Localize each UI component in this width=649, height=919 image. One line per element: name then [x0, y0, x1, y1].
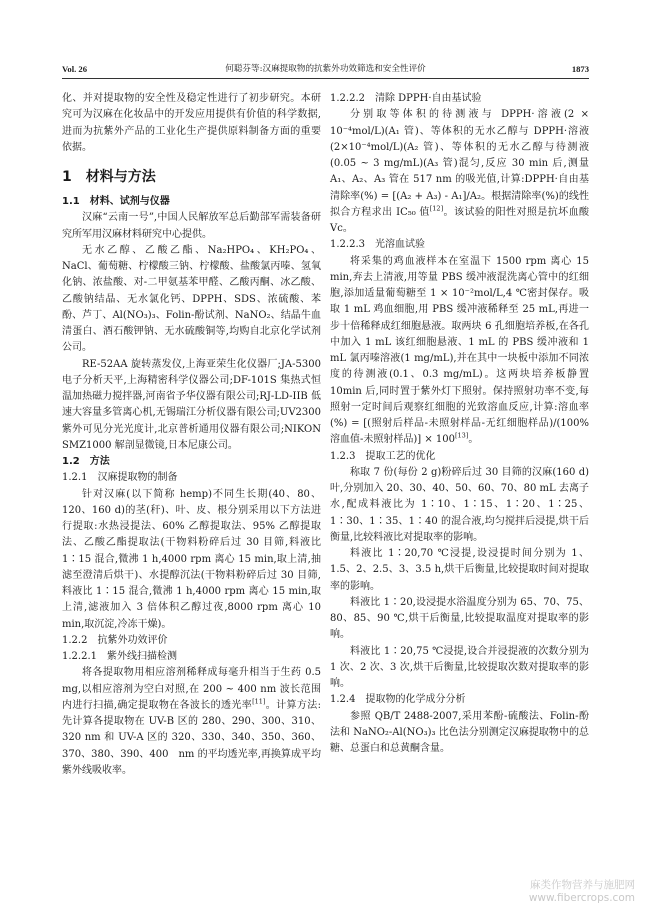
- optimization-paragraph-3: 料液比 1∶20,设浸提水浴温度分别为 65、70、75、80、85、90 ℃,烘干后衡量,比较提取温度对提取率的影响。: [330, 596, 589, 641]
- instruments-paragraph: RE-52AA 旋转蒸发仪,上海亚荣生化仪器厂;JA-5300 电子分析天平,上海精密科学仪器公司;DF-101S 集热式恒温加热磁力搅拌器,河南省予华仪器有限公司;RJ-LD-IIB 低速大容量多管离心机,无锡瑞江分析仪器有限公司;UV2300 紫外可见分光光度计,北京普析通用仪器有限公司;NIKON SMZ1000 解剖显微镜,日本尼康公司。: [62, 358, 321, 451]
- header-rule: [62, 78, 589, 79]
- preparation-paragraph: 针对汉麻(以下简称 hemp)不同生长期(40、80、120、160 d)的茎(秆)、叶、皮、根分别采用以下方法进行提取:水热浸提法、60% 乙醇提取法、95% 乙醇提取法、乙酸乙酯提取法(干物料粉碎后过 30 目筛,料液比 1∶15 混合,微沸 1 h,4000 rpm 离心 15 min,取上清,抽滤至澄清后烘干)、水提醇沉法(干物料粉碎后过 30 目筛,料液比 1∶15 混合,微沸 1 h,4000 rpm 离心 15 min,取上清,滤液加入 3 倍体积乙醇过夜,8000 rpm 离心 10 min,取沉淀,冷冻干燥)。: [62, 488, 321, 630]
- section-1-2-2-title: 1.2.2 抗紫外功效评价: [62, 634, 168, 646]
- section-1-2-2-1-title: 1.2.2.1 紫外线扫描检测: [62, 651, 177, 662]
- reagents-paragraph: 无水乙醇、乙酸乙酯、Na₂HPO₄、KH₂PO₄、NaCl、葡萄糖、柠檬酸三钠、柠檬酸、盐酸氯丙嗪、氢氧化钠、浓盐酸、对-二甲氨基苯甲醛、乙酸丙酮、冰乙酸、乙酸钠结晶、无水氯化钙、DPPH、SDS、浓硫酸、苯酚、芦丁、Al(NO₃)₃、Folin-酚试剂、NaNO₂、结晶牛血清蛋白、酒石酸钾钠、无水硫酸铜等,均购自北京化学试剂公司。: [62, 244, 321, 354]
- citation-12: [12]: [429, 204, 444, 213]
- citation-11: [11]: [252, 697, 266, 706]
- right-column: [330, 91, 589, 757]
- chemical-analysis-paragraph: 参照 QB/T 2488-2007,采用苯酚-硫酸法、Folin-酚法和 NaNO₂-Al(NO₃)₃ 比色法分别测定汉麻提取物中的总糖、总蛋白和总黄酮含量。: [330, 710, 589, 754]
- section-1-2-1-title: 1.2.1 汉麻提取物的制备: [62, 472, 178, 484]
- section-1-title: 1 材料与方法: [62, 169, 156, 185]
- photohemolysis-paragraph: 将采集的鸡血液样本在室温下 1500 rpm 离心 15 min,弃去上清液,用等量 PBS 缓冲液混洗离心管中的红细胞,添加适量葡萄糖至 1 × 10⁻²mol/L,4 ℃密封保存。吸取 1 mL 鸡血细胞,用 PBS 缓冲液稀释至 25 mL,再进一步十倍稀释成红细胞悬液。取两块 6 孔细胞培养板,在各孔中加入 1 mL 该红细胞悬液、1 mL 的 PBS 缓冲液和 1 mL 氯丙嗪溶液(1 mg/mL),并在其中一块板中添加不同浓度的待测液(0.1、0.3 mg/mL)。这两块培养板静置 10min 后,同时置于紫外灯下照射。保持照射功率不变,每照射一定时间后观察红细胞的光致溶血反应,计算:溶血率(%) = [(照射后样品-未照射样品-无红细胞样品)/(100% 溶血值-未照射样品)] × 100[13]。: [330, 255, 589, 446]
- citation-13: [13]: [455, 431, 469, 440]
- material-paragraph: 汉麻“云南一号”,中国人民解放军总后勤部军需装备研究所军用汉麻材料研究中心提供。: [62, 212, 321, 240]
- section-1-2-3-title: 1.2.3 提取工艺的优化: [330, 450, 436, 462]
- watermark: [485, 879, 635, 905]
- uv-scan-paragraph: 将各提取物用相应溶剂稀释成每毫升相当于生药 0.5 mg,以相应溶剂为空白对照,在 200 ~ 400 nm 波长范围内进行扫描,确定提取物在各波长的透光率[11]。计算方法:先计算各提取物在 UV-B 区的 280、290、300、310、320 nm 和 UV-A 区的 320、330、340、350、360、370、380、390、400 nm 的平均透光率,再换算成平均紫外线吸收率。: [62, 667, 321, 776]
- section-1-1-title: 1.1 材料、试剂与仪器: [62, 196, 170, 207]
- dpph-paragraph: 分别取等体积的待测液与 DPPH·溶液(2 × 10⁻⁴mol/L)(A₁ 管)、等体积的无水乙醇与 DPPH·溶液(2×10⁻⁴mol/L)(A₂ 管)、等体积的无水乙醇与待测液(0.05 ~ 3 mg/mL)(A₃ 管)混匀,反应 30 min 后,测量 A₁、A₂、A₃ 管在 517 nm 的吸光值,计算:DPPH·自由基清除率(%) = [(A₂ + A₃) - A₁]/A₂。根据清除率(%)的线性拟合方程求出 IC₅₀ 值[12]。该试验的阳性对照是抗坏血酸 Vc。: [330, 109, 589, 234]
- left-column: [62, 91, 321, 779]
- watermark-line-2: www.fibercrops.com: [528, 892, 635, 904]
- running-title: 何聪芬等:汉麻提取物的抗紫外功效筛选和安全性评价: [225, 64, 426, 74]
- optimization-paragraph-2: 料液比 1∶20,70 ℃浸提,设浸提时间分别为 1、1.5、2、2.5、3、3.5 h,烘干后衡量,比较提取时间对提取率的影响。: [330, 548, 589, 592]
- section-1-2-title: 1.2 方法: [62, 456, 110, 467]
- volume-label: Vol. 26: [62, 64, 87, 74]
- running-header: [62, 62, 589, 76]
- section-1-2-2-3-title: 1.2.2.3 光溶血试验: [330, 239, 425, 251]
- section-1-2-2-2-title: 1.2.2.2 清除 DPPH·自由基试验: [330, 93, 482, 104]
- watermark-line-1: 麻类作物营养与施肥网: [530, 879, 635, 891]
- optimization-paragraph-1: 称取 7 份(每份 2 g)粉碎后过 30 目筛的汉麻(160 d)叶,分别加入 20、30、40、50、60、70、80 mL 去离子水,配成料液比为 1∶10、1∶15、1∶20、1∶25、1∶30、1∶35、1∶40 的混合液,均匀搅拌后浸提,烘干后衡量,比较料液比对提取率的影响。: [330, 466, 589, 543]
- section-1-2-4-title: 1.2.4 提取物的化学成分分析: [330, 694, 466, 706]
- page-number: 1873: [571, 64, 589, 74]
- optimization-paragraph-4: 料液比 1∶20,75 ℃浸提,设合并浸提液的次数分别为 1 次、2 次、3 次,烘干后衡量,比较提取次数对提取率的影响。: [330, 645, 589, 689]
- intro-paragraph: 化、并对提取物的安全性及稳定性进行了初步研究。本研究可为汉麻在化妆品中的开发应用提供有价值的科学数据,进而为抗紫外产品的工业化生产提供原料制备方面的重要依据。: [62, 93, 321, 153]
